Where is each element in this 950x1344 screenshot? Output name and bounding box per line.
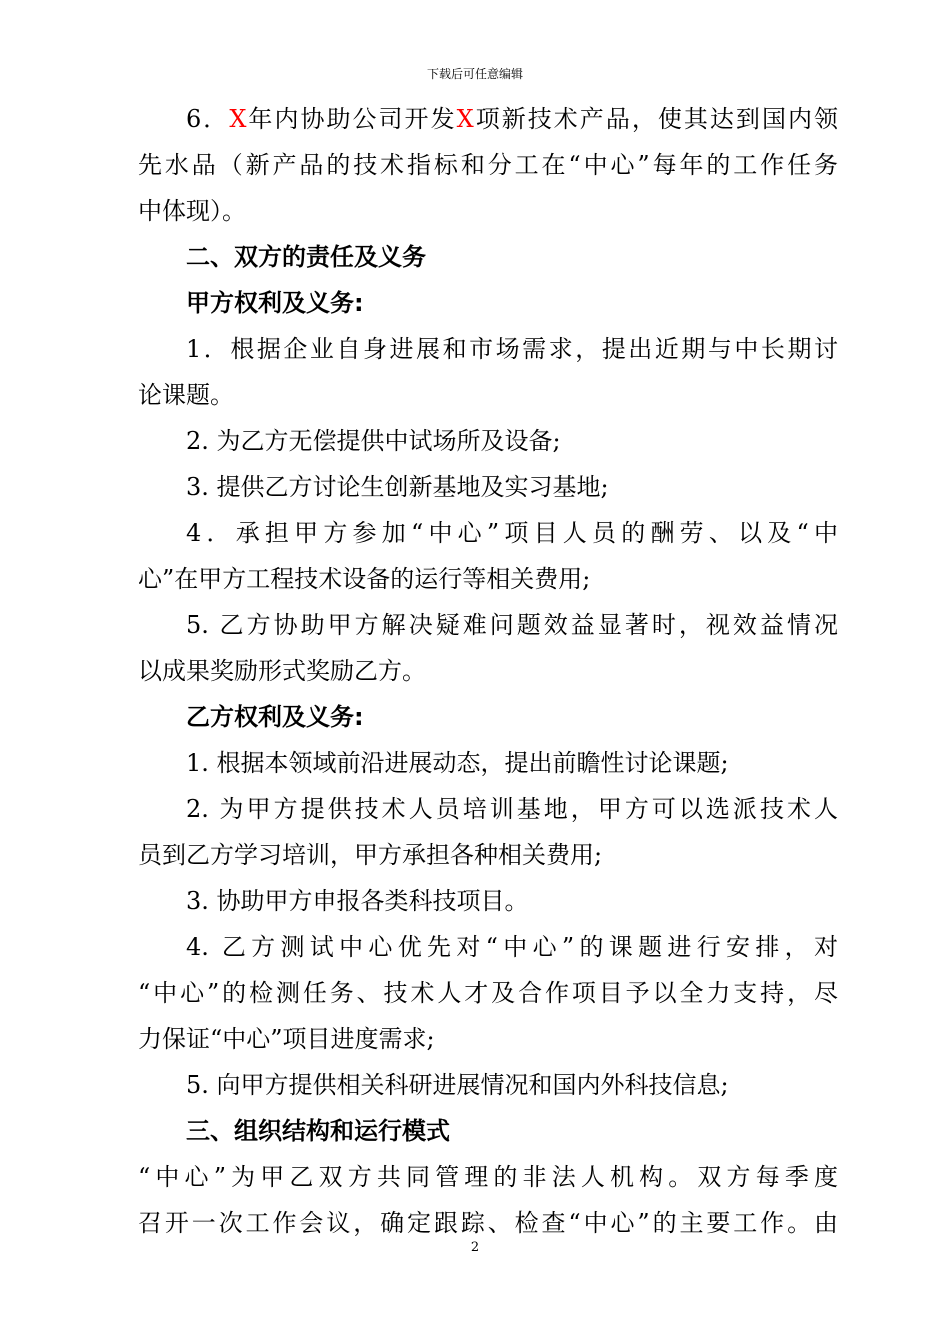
document-body	[138, 96, 838, 1246]
text-line	[138, 878, 838, 924]
text-segment: 2. 为乙方无偿提供中试场所及设备;	[186, 427, 561, 455]
text-segment: 4．承担甲方参加“中心”项目人员的酬劳、以及“中	[186, 519, 838, 547]
page-number: 2	[470, 1240, 480, 1255]
text-segment: 力保证“中心”项目进度需求;	[138, 1025, 435, 1053]
text-segment: 项新技术产品，使其达到国内领	[473, 105, 838, 133]
text-segment: 5. 乙方协助甲方解决疑难问题效益显著时，视效益情况	[186, 611, 838, 639]
text-line	[138, 740, 838, 786]
text-line	[138, 510, 838, 556]
text-segment: 论课题。	[138, 381, 234, 409]
text-segment: “中心”为甲乙双方共同管理的非法人机构。双方每季度	[138, 1163, 838, 1191]
section-heading	[138, 234, 838, 280]
text-line	[138, 786, 838, 832]
text-segment: 6．	[186, 105, 230, 133]
text-segment: 召开一次工作会议，确定跟踪、检查“中心”的主要工作。由	[138, 1209, 838, 1237]
section-heading	[138, 694, 838, 740]
page-header: 下载后可任意编辑	[426, 67, 523, 81]
text-segment: 以成果奖励形式奖励乙方。	[138, 657, 426, 685]
highlight-placeholder: X	[456, 105, 474, 133]
paragraph	[138, 326, 838, 418]
text-line	[138, 924, 838, 970]
text-segment: 心”在甲方工程技术设备的运行等相关费用;	[138, 565, 591, 593]
paragraph	[138, 602, 838, 694]
text-line	[138, 556, 838, 602]
section-heading	[138, 1108, 838, 1154]
paragraph	[138, 1154, 838, 1246]
text-segment: “中心”的检测任务、技术人才及合作项目予以全力支持，尽	[138, 979, 838, 1007]
text-segment: 5. 向甲方提供相关科研进展情况和国内外科技信息;	[186, 1071, 729, 1099]
text-segment: 甲方权利及义务:	[186, 289, 364, 317]
text-line	[138, 602, 838, 648]
text-segment: 乙方权利及义务:	[186, 703, 364, 731]
text-line	[138, 142, 838, 188]
text-line	[138, 694, 838, 740]
paragraph	[138, 96, 838, 234]
text-segment: 1．根据企业自身进展和市场需求，提出近期与中长期讨	[186, 335, 838, 363]
text-segment: 年内协助公司开发	[246, 105, 457, 133]
text-line	[138, 464, 838, 510]
text-line	[138, 1108, 838, 1154]
paragraph	[138, 1062, 838, 1108]
text-segment: 1. 根据本领域前沿进展动态，提出前瞻性讨论课题;	[186, 749, 729, 777]
text-line	[138, 418, 838, 464]
text-segment: 先水品（新产品的技术指标和分工在“中心”每年的工作任务	[138, 151, 838, 179]
section-heading	[138, 280, 838, 326]
text-segment: 员到乙方学习培训，甲方承担各种相关费用;	[138, 841, 603, 869]
text-segment: 3. 提供乙方讨论生创新基地及实习基地;	[186, 473, 609, 501]
paragraph	[138, 418, 838, 464]
paragraph	[138, 878, 838, 924]
text-line	[138, 1062, 838, 1108]
text-segment: 2. 为甲方提供技术人员培训基地，甲方可以选派技术人	[186, 795, 838, 823]
paragraph	[138, 786, 838, 878]
highlight-placeholder: X	[229, 105, 247, 133]
text-line	[138, 280, 838, 326]
text-line	[138, 970, 838, 1016]
text-segment: 二、双方的责任及义务	[186, 243, 426, 271]
paragraph	[138, 510, 838, 602]
paragraph	[138, 924, 838, 1062]
text-line	[138, 234, 838, 280]
text-line	[138, 1154, 838, 1200]
text-line	[138, 96, 838, 142]
text-line	[138, 326, 838, 372]
text-segment: 3. 协助甲方申报各类科技项目。	[186, 887, 529, 915]
text-segment: 4. 乙方测试中心优先对“中心”的课题进行安排，对	[186, 933, 838, 961]
paragraph	[138, 464, 838, 510]
text-line	[138, 832, 838, 878]
text-segment: 三、组织结构和运行模式	[186, 1117, 450, 1145]
text-line	[138, 372, 838, 418]
text-line	[138, 1016, 838, 1062]
text-line	[138, 648, 838, 694]
paragraph	[138, 740, 838, 786]
text-segment: 中体现）。	[138, 197, 246, 225]
text-line	[138, 188, 838, 234]
